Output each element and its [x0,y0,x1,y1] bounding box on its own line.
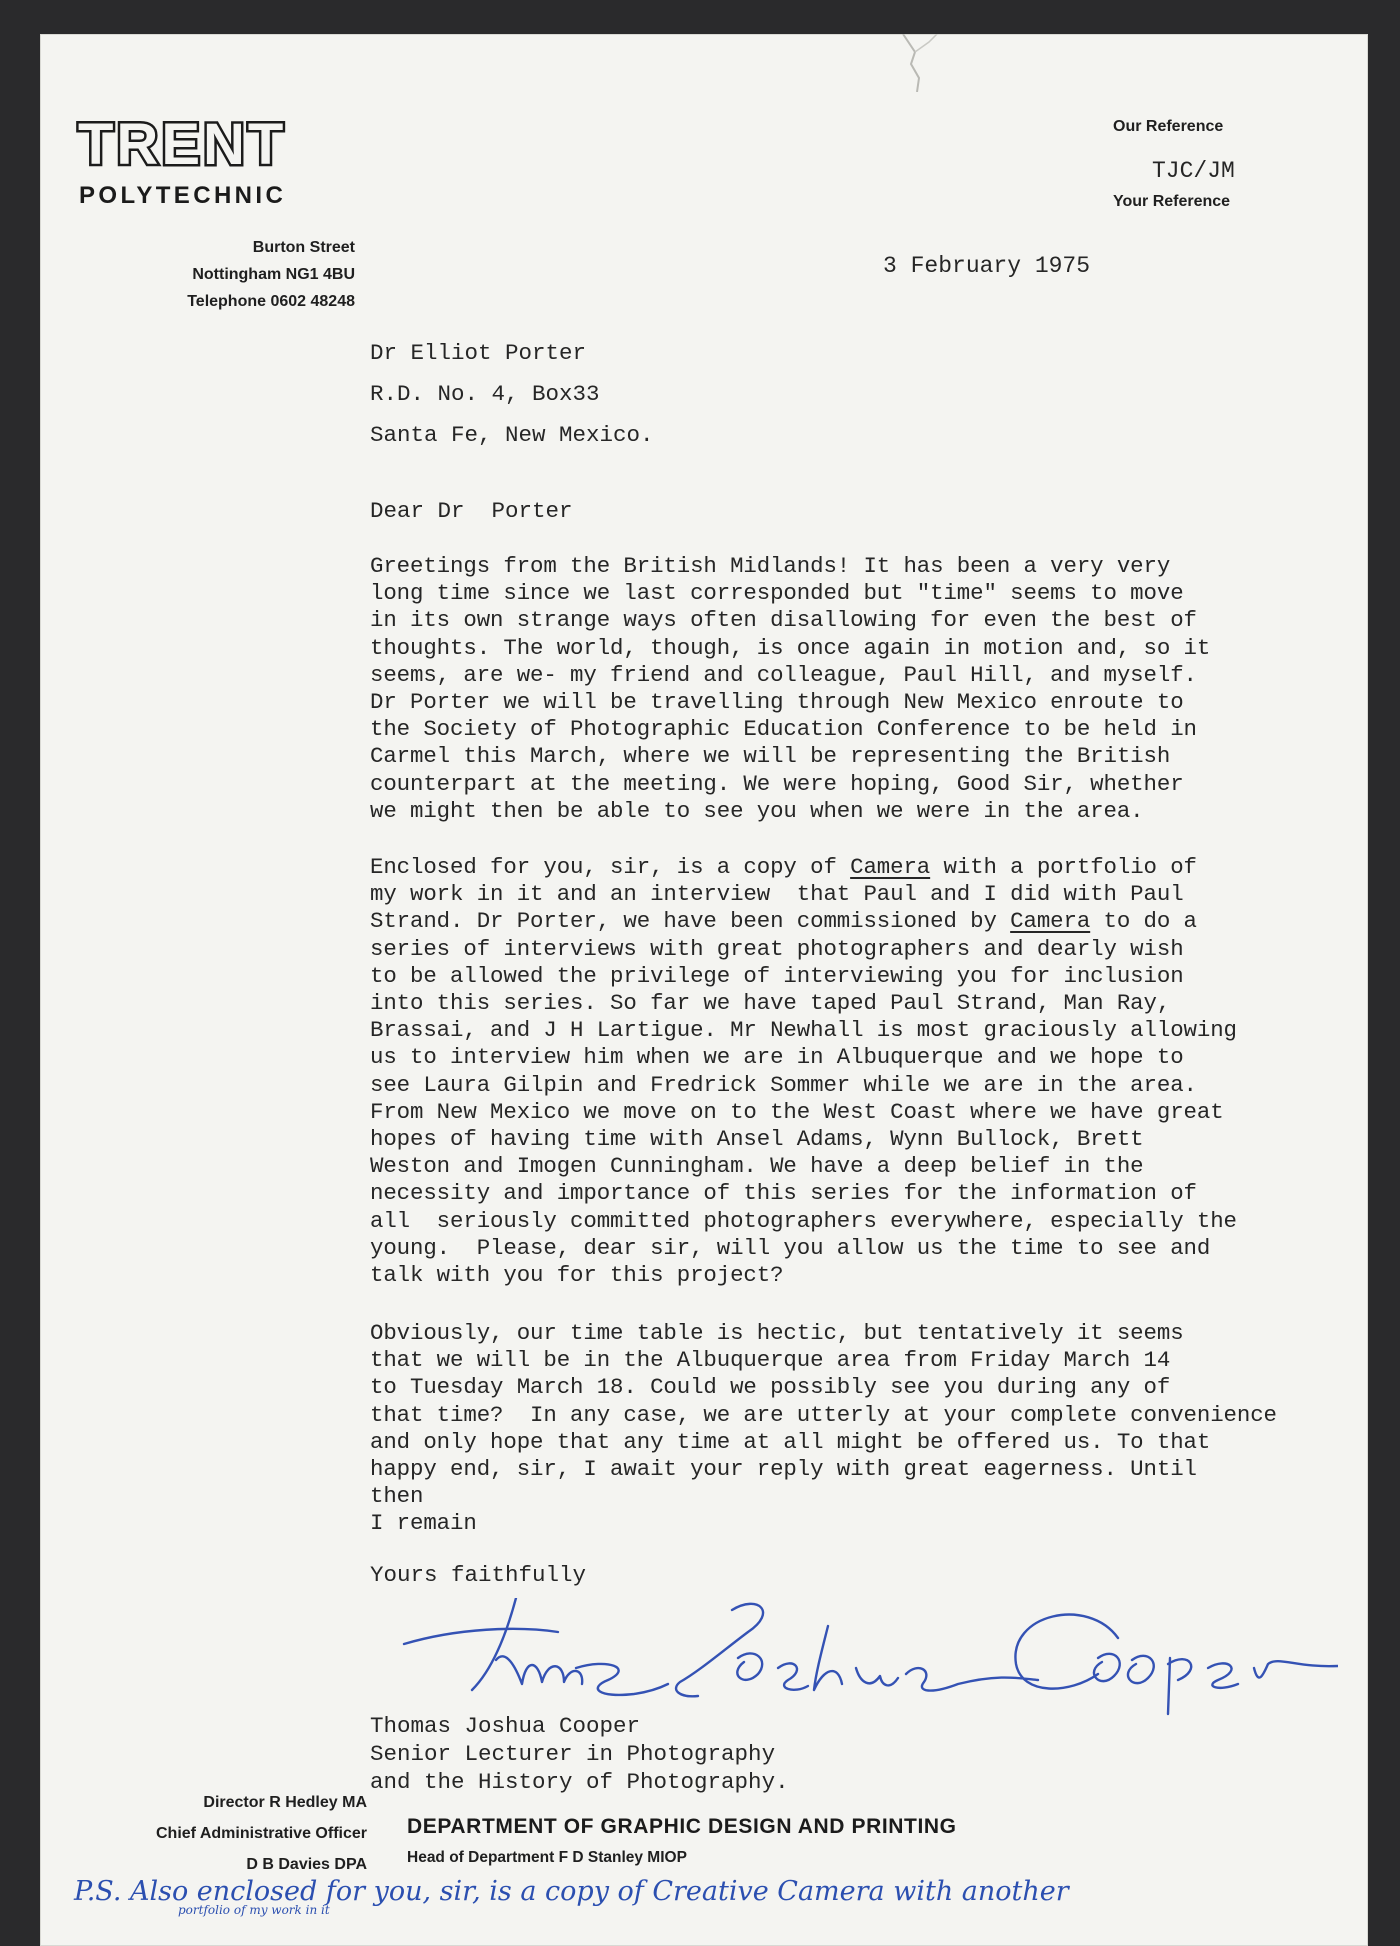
footer-officers [156,1787,367,1880]
camera-title-2: Camera [1010,908,1091,935]
recipient-street: R.D. No. 4, Box33 [370,381,600,407]
signatory-name: Thomas Joshua Cooper [370,1713,641,1739]
recipient-name: Dr Elliot Porter [370,340,587,366]
body-paragraph-3: Obviously, our time table is hectic, but tentatively it seems that we will be in the Albuquerque area from Friday March 14 to Tuesday March 18. Could we possibly see you during any of that time? In any case, we are utterly at your complete convenience and only hope that any time at all might be offered us. To that happy end, sir, I await your reply with great eagerness. Until then I remain [370,1320,1277,1537]
address-city: Nottingham NG1 4BU [192,266,355,283]
recipient-city: Santa Fe, New Mexico. [370,422,654,448]
camera-title-1: Camera [850,854,931,880]
letterhead-subname: POLYTECHNIC [79,182,287,209]
postscript-insert: portfolio of my work in it [178,1903,330,1917]
our-reference-label: Our Reference [1113,118,1224,135]
p2-text-a: Enclosed for you, sir, is a copy of [370,854,851,880]
your-reference-label: Your Reference [1113,193,1231,210]
paper-tear-mark [893,34,943,92]
letterhead-address [187,234,355,315]
department-name: DEPARTMENT OF GRAPHIC DESIGN AND PRINTING [407,1815,957,1838]
letter-date: 3 February 1975 [883,253,1091,279]
closing: Yours faithfully [370,1562,587,1588]
letterhead-name: TRENT [78,112,287,177]
recipient-address [370,333,654,456]
handwritten-signature [398,1598,1338,1728]
body-paragraph-1: Greetings from the British Midlands! It has been a very very long time since we last corresponded but "time" seems to move in its own strange ways often disallowing for even the best of thoughts. The world, though, is once again in motion and, so it seems, are we- my friend and colleague, Paul Hill, and myself. Dr Porter we will be travelling through New Mexico enroute to the Society of Photographic Education Conference to be held in Carmel this March, where we will be representing the British counterpart at the meeting. We were hoping, Good Sir, whether we might then be able to see you when we were in the area. [370,553,1211,824]
p2-text-c: to do a series of interviews with great photographers and dearly wish to be allowed the privilege of interviewing you for inclusion into this series. So far we have taped Paul Strand, Man Ray, Brassai, and J H Lartigue. Mr Newhall is most graciously allowing us to interview him when we are in Albuquerque and we hope to see Laura Gilpin and Fredrick Sommer while we are in the area. From New Mexico we move on to the West Coast where we have great hopes of having time with Ansel Adams, Wynn Bullock, Brett Weston and Imogen Cunningham. We have a deep belief in the necessity and importance of this series for the information of all seriously committed photographers everywhere, especially the young. Please, dear sir, will you allow us the time to see and talk with you for this project? [370,908,1237,1289]
p2-text-b: with a portfolio of my work in it and an interview that Paul and I did with Paul Strand. Dr Porter, we have been commissioned by [370,854,1197,935]
signatory-block [370,1712,789,1796]
salutation: Dear Dr Porter [370,498,573,524]
signatory-title-2: and the History of Photography. [370,1769,789,1795]
department-head: Head of Department F D Stanley MIOP [407,1849,687,1866]
handwritten-postscript: P.S. Also enclosed for you, sir, is a copy of Creative Camera with another [74,1876,1069,1907]
footer-director: Director R Hedley MA [203,1794,367,1811]
body-paragraph-2 [370,854,1237,1289]
footer-officer-name: D B Davies DPA [246,1856,367,1873]
signatory-title: Senior Lecturer in Photography [370,1741,776,1767]
address-telephone: Telephone 0602 48248 [187,293,355,310]
our-reference-value: TJC/JM [1152,158,1235,184]
footer-officer-title: Chief Administrative Officer [155,1825,367,1842]
address-street: Burton Street [252,239,355,256]
